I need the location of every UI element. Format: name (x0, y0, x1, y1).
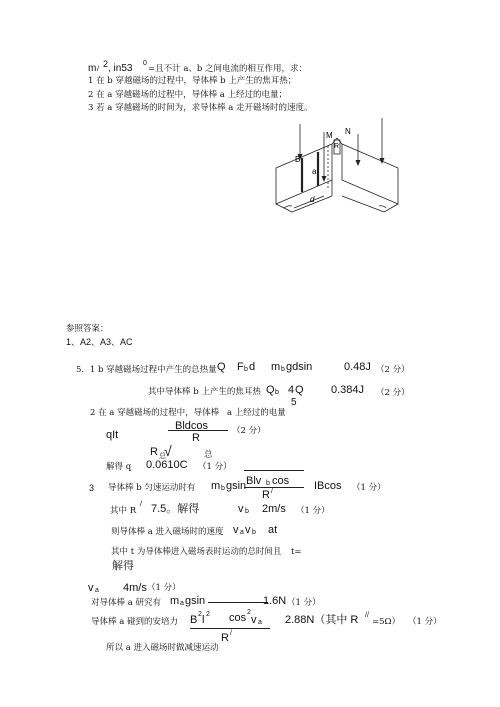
s5-top-rule (244, 470, 304, 471)
right-plane-bottom (342, 196, 384, 212)
problem-slash: / (97, 66, 99, 73)
sqrt-symbol: √ (164, 443, 172, 459)
s11-score: （1 分） (408, 617, 442, 627)
s11-va-sub: a (258, 619, 262, 626)
s6-r-sup: / (140, 501, 142, 508)
s9-value: 4m/s (123, 582, 147, 594)
s11-r-sup: // (365, 612, 369, 619)
s5-frac-top: Blv (246, 475, 262, 487)
s5-m: m (211, 480, 221, 492)
s3-left: qIt (106, 429, 119, 441)
s10-lead: 对导体棒 a 研究有 (91, 598, 161, 608)
s7-va: v (233, 524, 239, 536)
problem-condition: =且不计 a、b 之间电流的相互作用，求： (148, 64, 308, 74)
s1-gdsin: gdsin (286, 361, 313, 373)
s3-tail: 总 (204, 450, 213, 460)
s1-d: d (249, 361, 256, 373)
s4-score: （1 分） (198, 462, 232, 472)
s2-q: Q (266, 384, 275, 396)
s9-v: v (88, 582, 94, 594)
s10-value: 1.6N (263, 595, 287, 607)
s10-m-sub: a (180, 600, 184, 607)
s4-lead: 解得 q (106, 462, 132, 472)
s2-lead: 其中导体棒 b 上产生的焦耳热 (148, 387, 261, 397)
s8-lead: 其中 t 为导体棒进入磁场表时运动的总时间且 (111, 547, 282, 557)
question-1: 1 在 b 穿越磁场的过程中，导体棒 b 上产生的焦耳热； (88, 76, 297, 86)
s5-gsin: gsin (226, 480, 247, 492)
s5-frac-top2: cos (272, 475, 290, 487)
s5-ib: IBcos (314, 480, 342, 492)
s1-m-sub: b (281, 366, 285, 373)
label-b: B (295, 155, 301, 164)
s7-vb: v (245, 524, 251, 536)
s7-va-sub: a (240, 529, 244, 536)
label-n: N (345, 127, 351, 136)
s10-gsin: gsin (185, 595, 206, 607)
s9-score: （1 分） (147, 583, 181, 593)
s11-sup1: 2 (198, 611, 202, 618)
field-arrowhead-4 (380, 158, 385, 164)
s3-mid: a 上经过的电量 (227, 408, 286, 418)
s2-frac-bot: 5 (291, 397, 297, 408)
field-arrowhead-2 (322, 176, 327, 182)
s1-q: Q (217, 361, 226, 373)
s10-strike (208, 602, 268, 603)
s5-score: （1 分） (352, 483, 386, 493)
s10-score: （1 分） (287, 598, 321, 608)
s6-v-sub: b (245, 508, 249, 515)
s2-frac-top: 4 (288, 384, 295, 396)
s11-value2: =5Ω） (372, 617, 401, 627)
s11-b: B (190, 614, 198, 626)
s1-f: F (237, 361, 244, 373)
width-d-line (294, 196, 324, 208)
s3-num: Bldcos (175, 420, 209, 432)
question-3: 3 若 a 穿越磁场的时间为，求导体棒 a 走开磁场时的速度。 (88, 103, 313, 113)
s5-frac-top-sub: b (266, 480, 270, 487)
s2-score: （2 分） (376, 388, 410, 398)
s5-m-sub: b (221, 485, 225, 492)
s12-r-sup: / (230, 630, 232, 637)
label-a: a (312, 167, 317, 176)
label-m: M (326, 131, 333, 140)
angle-mark-right (379, 206, 386, 208)
s7-vb-sub: b (252, 529, 256, 536)
s11-lead: 导体棒 a 碰到的安培力 (91, 617, 178, 627)
s5-lead: 导体棒 b 匀速运动时有 (108, 483, 196, 493)
right-incline-plane (342, 144, 398, 204)
s11-l: l (202, 614, 205, 626)
s11-cos: cos (229, 612, 247, 624)
label-d: d (310, 195, 315, 204)
s3-frac-line (168, 430, 228, 431)
s12-r: R (221, 632, 229, 644)
s3-lead: 2 在 a 穿越磁场的过程中，导体棒 (90, 408, 220, 418)
field-arrowhead-3 (356, 160, 361, 166)
problem-var-m: m (88, 63, 97, 74)
s1-m: m (271, 361, 281, 373)
inclined-rails-diagram (262, 118, 412, 218)
s6-v: v (238, 503, 244, 515)
s1-f-sub: b (244, 366, 248, 373)
s5-frac-bot: R (262, 489, 270, 501)
s4-value: 0.0610C (146, 459, 188, 471)
s1-value: 0.48J (344, 361, 371, 373)
s11-value: 2.88N（其中 R (285, 614, 359, 626)
s5-num: 3 (89, 483, 95, 493)
s6-score: （1 分） (296, 506, 330, 516)
problem-two: 2 (103, 59, 109, 69)
s2-value: 0.384J (331, 384, 365, 396)
s5-frac-line (244, 487, 304, 488)
s11-va: v (251, 614, 257, 626)
answers-choices: 1、A2、A3、AC (66, 337, 133, 347)
answers-heading: 参照答案： (66, 324, 109, 334)
question-2: 2 在 a 穿越磁场的过程中，导体棒 a 上经过的电量； (88, 90, 288, 100)
s6-value: 7.5。解得 (151, 503, 200, 515)
problem-angle: , in53 (108, 63, 133, 74)
s3-r-sub: 总 (159, 453, 166, 460)
s8-jiede: 解得 (112, 559, 134, 572)
s11-sup3: 2 (247, 609, 251, 616)
s10-m: m (170, 595, 180, 607)
s8-t: t= (291, 547, 302, 557)
s1-lead: 5．1 b 穿越磁场过程中产生的总热量 (76, 365, 217, 375)
s1-score: （2 分） (376, 365, 410, 375)
s7-lead: 则导体棒 a 进入磁场时的速度 (111, 527, 224, 537)
s6-result: 2m/s (262, 503, 286, 515)
s2-q-sub: b (275, 389, 279, 396)
s11-sup2: 2 (206, 611, 210, 618)
right-plane-edge (384, 204, 398, 212)
s3-r: R (150, 446, 158, 458)
s11-frac-line (190, 628, 270, 629)
s2-qq: Q (295, 384, 304, 396)
problem-degree: 0 (143, 60, 147, 67)
s3-den: R (192, 432, 200, 444)
s12-lead: 所以 a 进入磁场时做减速运动 (106, 643, 219, 653)
s9-v-sub: a (95, 587, 99, 594)
label-r: R (334, 143, 340, 150)
s5-frac-bot-sup: / (271, 488, 273, 495)
s3-score: （2 分） (232, 426, 266, 436)
s7-at: at (268, 524, 278, 536)
s6-lead: 其中 R (110, 506, 137, 516)
angle-mark-left (284, 206, 292, 208)
